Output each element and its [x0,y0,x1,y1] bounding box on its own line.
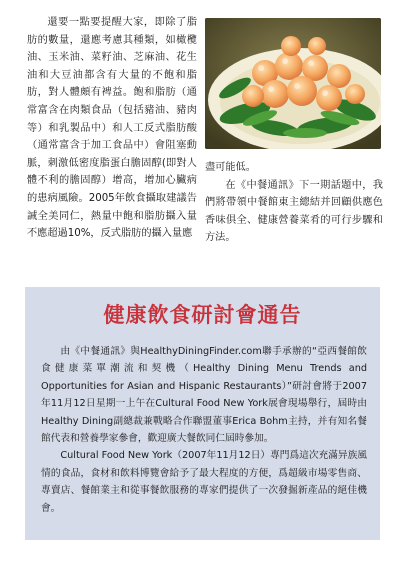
article-closing-paragraph: 在《中餐通訊》下一期話題中，我們將帶領中餐館東主總結并回顧供應色香味俱全、健康營養菜肴的可行步驟和方法。 [205,179,383,244]
article-continuation: 盡可能低。 [205,162,256,173]
panel-paragraph-2: Cultural Food New York（2007年11月12日）專門爲這次充滿异族風情的食品，食材和飲料博覽會給予了最大程度的方便，爲超級市場零售商、專賣店、餐館業主和從事餐飲服務的專家們提供了一次發掘新產品的絕佳機會。 [41,450,367,514]
panel-paragraph-1: 由《中餐通訊》與HealthyDiningFinder.com聯手承辦的“亞西餐館飲食健康菜單潮流和契機（Healthy Dining Menu Trends and Opportunities for Asian and Hispanic Restaurants）”研討會將于2007年11月12日星期一上午在Cultural Food New York展會現場舉行，屆時由Healthy Dining副總裁兼戰略合作聯盟董事Erica Bohm主持，并有知名餐館代表和營養學家參會，歡迎廣大餐飲同仁屆時參加。 [41,346,367,445]
seminar-notice-panel [25,287,380,540]
shrimp-dish-illustration [205,18,381,149]
panel-body [41,343,367,517]
article-left-column [27,14,197,243]
article-right-column [205,159,383,247]
panel-title: 健康飲食研討會通告 [103,302,302,327]
shrimp-dish-photo [205,18,381,149]
article-paragraph: 還要一點要提醒大家，即除了脂肪的數量，還應考慮其種類，如橄欖油、玉米油、菜籽油、芝麻油、花生油和大豆油都含有大量的不飽和脂肪，對人體頗有裨益。飽和脂肪（通常富含在肉類食品（包括豬油、豬肉等）和乳製品中）和人工反式脂肪酸（通常富含于加工食品中）會阻塞動脈，刺激低密度脂蛋白膽固醇(即對人體不利的膽固醇）增高，增加心臟病的患病風險。2005年飲食攝取建議告誡全美同仁，熱量中飽和脂肪攝入量不應超過10%，反式脂肪的攝入量應 [27,17,197,240]
